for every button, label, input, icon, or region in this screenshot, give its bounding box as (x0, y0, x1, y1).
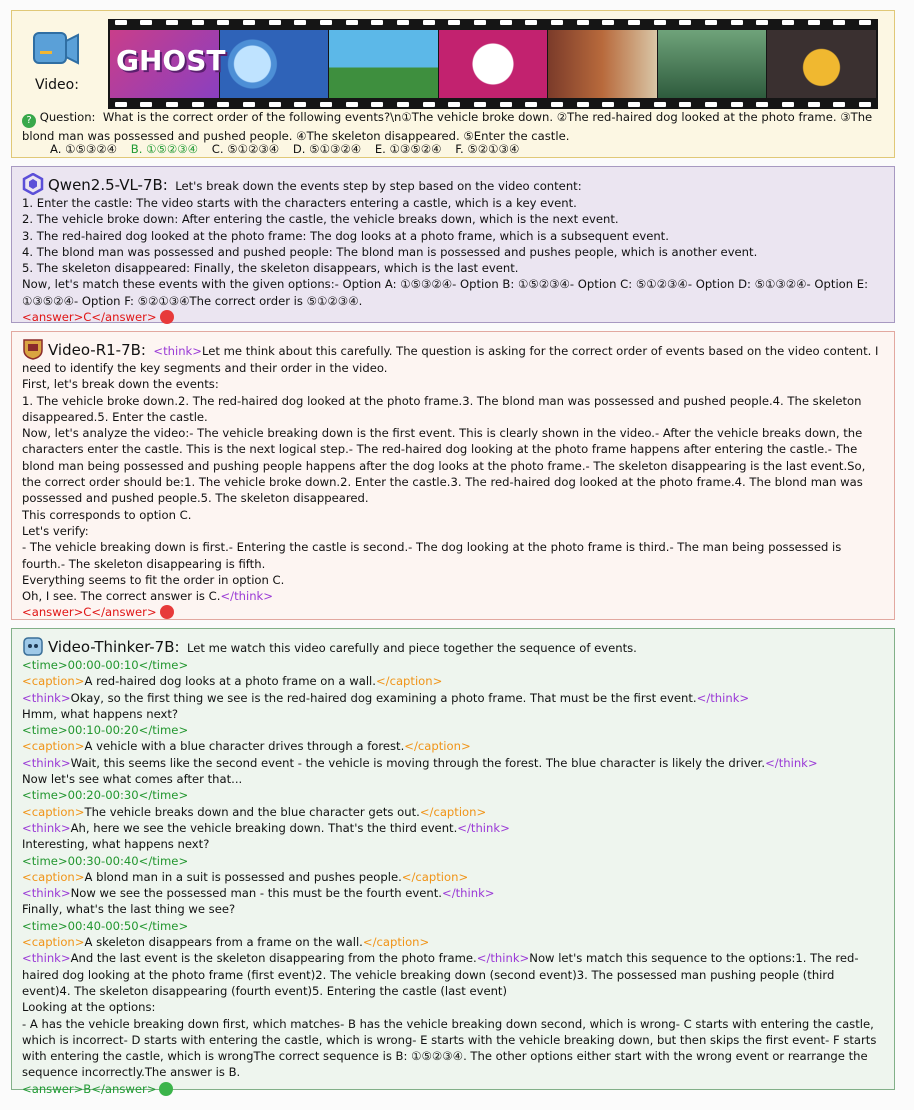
qwen-response-panel (11, 166, 895, 323)
narration-line: Hmm, what happens next? (22, 706, 179, 721)
think-open-tag: <think> (22, 690, 71, 705)
qwen-answer: <answer>C</answer> (22, 310, 157, 325)
qwen-model-name: Qwen2.5-VL-7B: (48, 176, 168, 194)
think-text: Ah, here we see the vehicle breaking down. That's the third event. (70, 820, 458, 835)
video-thinker-response-panel (11, 628, 895, 1096)
question-mark-icon: ? (22, 114, 36, 128)
narration-line: Finally, what's the last thing we see? (22, 902, 236, 917)
caption-open-tag: <caption> (22, 935, 85, 950)
think-line (22, 690, 884, 706)
frame-6 (658, 30, 767, 98)
caption-text: A vehicle with a blue character drives through a forest. (84, 739, 405, 754)
r1-think-close: </think> (220, 589, 273, 604)
r1-answer-line (22, 604, 884, 620)
caption-line (22, 934, 884, 950)
option-b: B. ①⑤②③④ (130, 142, 199, 156)
option-a: A. ①⑤③②④ (50, 142, 118, 156)
caption-text: A red-haired dog looks at a photo frame on a wall. (84, 674, 376, 689)
caption-line (22, 804, 884, 820)
frame-1 (110, 30, 226, 98)
caption-open-tag: <caption> (22, 739, 85, 754)
caption-close-tag: </caption> (419, 804, 487, 819)
think-text: Okay, so the first thing we see is the red-haired dog examining a photo frame. That must be the first event. (70, 690, 697, 705)
question-label: Question: (39, 110, 96, 124)
question-body: What is the correct order of the following events?\n①The vehicle broke down. ②The red-haired dog looked at the photo frame. ③The blond man was possessed and pushed people. ④The skeleton disappeared. ⑤Enter the castle. (22, 110, 876, 143)
film-holes-top (108, 19, 878, 27)
video-label: Video: (35, 77, 79, 93)
university-crest-icon (22, 338, 44, 360)
time-segment (22, 657, 884, 673)
caption-open-tag: <caption> (22, 869, 85, 884)
think-line (22, 820, 884, 836)
caption-close-tag: </caption> (375, 674, 443, 689)
think-close-tag: </think> (696, 690, 750, 705)
r1-header (22, 338, 884, 376)
option-e: E. ①③⑤②④ (374, 142, 442, 156)
narration-line: Now let's see what comes after that... (22, 772, 243, 787)
video-r1-response-panel (11, 331, 895, 620)
caption-close-tag: </caption> (362, 935, 430, 950)
narration-line: Interesting, what happens next? (22, 837, 210, 852)
vt-model-name: Video-Thinker-7B: (48, 638, 180, 656)
time-tag: <time>00:20-00:30</time> (22, 788, 189, 803)
think-open-tag: <think> (22, 886, 71, 901)
r1-intro: Let me think about this carefully. The question is asking for the correct order of events based on the video content. I need to identify the key segments and their order in the video. (22, 344, 883, 375)
think-close-tag: </think> (457, 820, 510, 835)
time-tag: <time>00:30-00:40</time> (22, 853, 189, 868)
vt-analysis: - A has the vehicle breaking down first, which matches- B has the vehicle breaking down second, which is wrong- C starts with entering the castle, which is incorrect- D starts with entering the castle, which is wrong- E starts with the vehicle breaking down, but then skips the first event- F starts with entering the castle, which is wrongThe correct sequence is B: ①⑤②③④. The other options either start with the wrong event or rearrange the sequence incorrectly.The answer is B. (22, 1016, 881, 1080)
caption-line (22, 673, 884, 689)
caption-open-tag: <caption> (22, 674, 85, 689)
think-open-tag: <think> (22, 820, 71, 835)
vt-think-open: <think> (22, 951, 71, 966)
film-holes-bottom (108, 101, 878, 109)
time-segment (22, 853, 884, 869)
vt-last-think: And the last event is the skeleton disappearing from the photo frame. (70, 951, 477, 966)
qwen-logo-icon (22, 173, 44, 195)
film-title: GHOST (116, 44, 226, 77)
qwen-intro: Let's break down the events step by step based on the video content: (175, 179, 582, 193)
answer-options (50, 141, 529, 157)
video-film-strip (108, 19, 878, 109)
caption-line (22, 738, 884, 754)
vt-reasoning-lines (22, 657, 884, 950)
vt-answer-line (22, 1081, 884, 1097)
video-camera-icon (32, 27, 80, 71)
frame-5 (548, 30, 657, 98)
vt-intro: Let me watch this video carefully and piece together the sequence of events. (186, 641, 637, 655)
time-segment (22, 722, 884, 738)
frame-2 (220, 30, 329, 98)
think-text: Now we see the possessed man - this must be the fourth event. (70, 886, 442, 901)
option-d: D. ⑤①③②④ (292, 142, 362, 156)
frame-7 (767, 30, 876, 98)
r1-final-text: Oh, I see. The correct answer is C. (22, 589, 221, 604)
qwen-header (22, 173, 884, 195)
r1-model-name: Video-R1-7B: (48, 341, 146, 359)
think-line (22, 755, 884, 771)
question-text (22, 109, 886, 144)
caption-open-tag: <caption> (22, 804, 85, 819)
think-close-tag: </think> (765, 755, 818, 770)
r1-body: First, let's break down the events: 1. The vehicle broke down.2. The red-haired dog looked at the photo frame.3. The blond man was possessed and pushed people.4. The skeleton disappeared.5. Enter the castle. Now, let's analyze the video:- The vehicle breaking down is the first event. This is clearly shown in the video.- After the vehicle breaks down, the characters enter the castle. This is the next logical step.- The red-haired dog looking at the photo frame happens after entering the castle.- The blond man being possessed and pushing people happens after the dog looks at the photo frame.- The skeleton disappearing is the last event.So, the correct order should be:1. The vehicle broke down.2. Enter the castle.3. The red-haired dog looked at the photo frame.4. The blond man was possessed and pushed people.5. The skeleton disappeared. This corresponds to option C. Let's verify: - The vehicle breaking down is first.- Entering the castle is second.- The dog looking at the photo frame is third.- The man being possessed is fourth.- The skeleton disappearing is fifth. Everything seems to fit the order in option C. (22, 377, 866, 587)
think-close-tag: </think> (442, 886, 495, 901)
caption-text: A blond man in a suit is possessed and pushes people. (84, 869, 402, 884)
vt-last-think-line (22, 950, 884, 999)
vt-looking: Looking at the options: (22, 1000, 156, 1015)
r1-think-open: <think> (153, 344, 202, 358)
r1-final-line (22, 588, 884, 604)
caption-text: A skeleton disappears from a frame on the wall. (84, 935, 363, 950)
time-tag: <time>00:00-00:10</time> (22, 658, 189, 672)
frame-3 (329, 30, 438, 98)
time-tag: <time>00:40-00:50</time> (22, 918, 189, 933)
vt-answer: <answer>B</answer> (22, 1081, 157, 1096)
video-frames (110, 30, 876, 98)
think-line (22, 885, 884, 901)
caption-line (22, 869, 884, 885)
wrong-cross-icon (160, 310, 174, 324)
qwen-body: 1. Enter the castle: The video starts with the characters entering a castle, which is a key event. 2. The vehicle broke down: After entering the castle, the vehicle breaks down, which is the next event. 3. The red-haired dog looked at the photo frame: The dog looks at a photo frame, which is a subsequent event. 4. The blond man was possessed and pushed people: The blond man is possessed and pushes people, which is another event. 5. The skeleton disappeared: Finally, the skeleton disappears, which is the last event. Now, let's match these events with the given options:- Option A: ①⑤③②④- Option B: ①⑤②③④- Option C: ⑤①②③④- Option D: ⑤①③②④- Option E: ①③⑤②④- Option F: ⑤②①③④The correct order is ⑤①②③④. (22, 196, 869, 308)
vt-think-close: </think> (476, 951, 530, 966)
wrong-cross-icon (160, 605, 174, 619)
time-segment (22, 918, 884, 934)
qwen-answer-line (22, 309, 884, 325)
correct-check-icon (159, 1082, 173, 1096)
caption-close-tag: </caption> (404, 739, 471, 754)
think-text: Wait, this seems like the second event - the vehicle is moving through the forest. The blue character is likely the driver. (70, 755, 766, 770)
caption-close-tag: </caption> (401, 869, 469, 884)
time-segment (22, 787, 884, 803)
vt-header (22, 635, 884, 657)
video-question-panel (11, 10, 895, 158)
caption-text: The vehicle breaks down and the blue character gets out. (84, 804, 420, 819)
frame-4 (439, 30, 548, 98)
time-tag: <time>00:10-00:20</time> (22, 723, 189, 738)
r1-answer: <answer>C</answer> (22, 605, 157, 620)
vt-match-text: Now let's match this sequence to the options:1. The red-haired dog looking at the photo frame (first event)2. The vehicle breaking down (second event)3. The possessed man pushing people (third event)4. The skeleton disappearing (fourth event)5. Entering the castle (last event) (22, 951, 859, 998)
think-open-tag: <think> (22, 755, 71, 770)
robot-face-icon (22, 635, 44, 657)
option-c: C. ⑤①②③④ (211, 142, 280, 156)
option-f: F. ⑤②①③④ (455, 142, 520, 156)
